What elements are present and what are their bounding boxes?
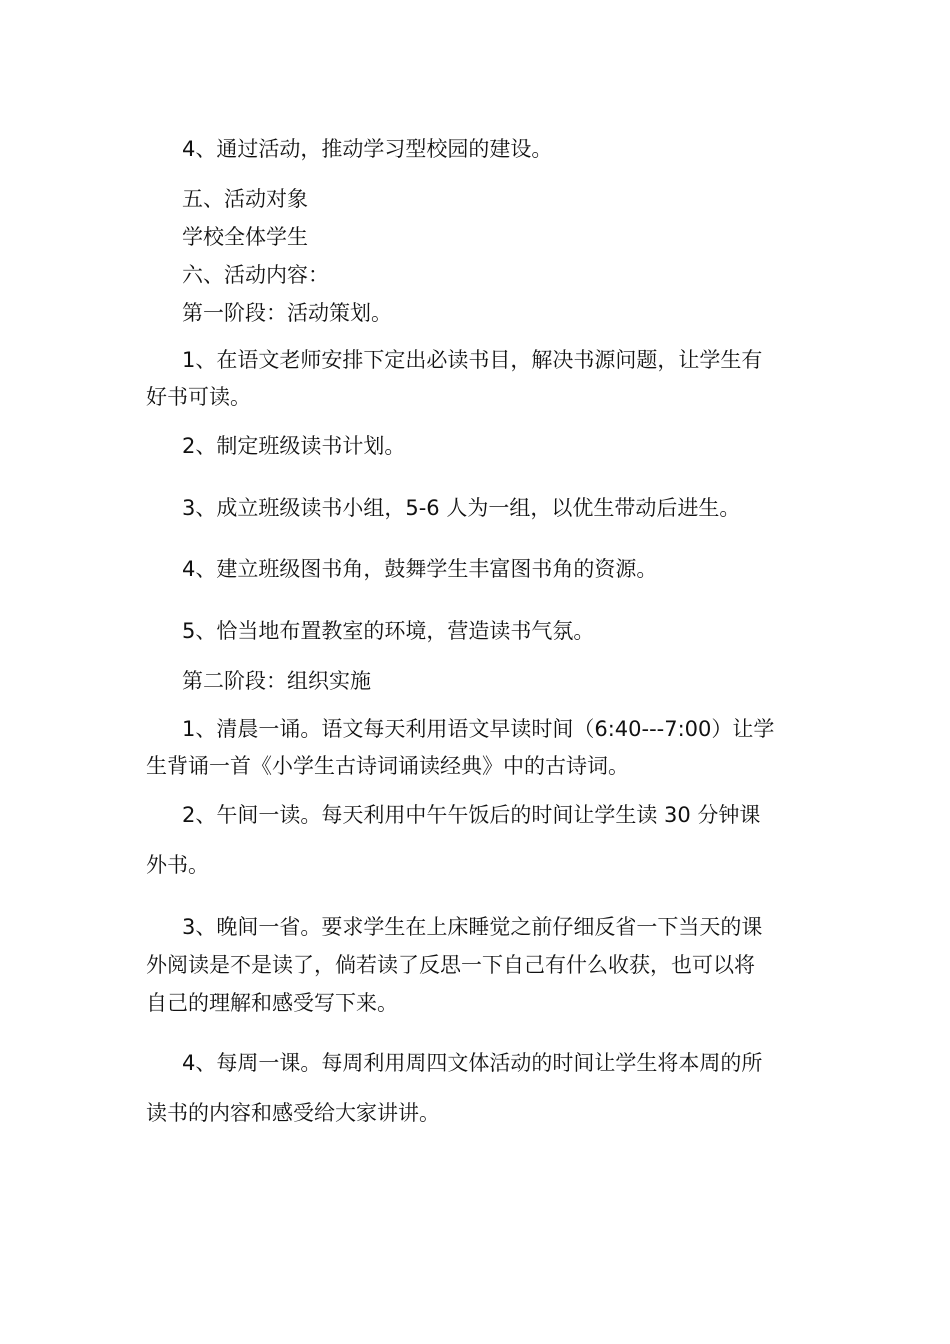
paragraph-stage1-item3: 3、成立班级读书小组，5-6 人为一组，以优生带动后进生。 (182, 496, 741, 520)
paragraph-stage1-item2: 2、制定班级读书计划。 (182, 434, 406, 458)
paragraph-target-students: 学校全体学生 (182, 225, 308, 249)
paragraph-stage2-item4-line1: 4、每周一课。每周利用周四文体活动的时间让学生将本周的所 (182, 1051, 763, 1075)
paragraph-stage2-item3-line2: 外阅读是不是读了，倘若读了反思一下自己有什么收获，也可以将 (146, 953, 755, 977)
paragraph-stage2-item3-line1: 3、晚间一省。要求学生在上床睡觉之前仔细反省一下当天的课 (182, 915, 763, 939)
paragraph-stage2-item4-line2: 读书的内容和感受给大家讲讲。 (146, 1101, 440, 1125)
paragraph-stage2-item1-line2: 生背诵一首《小学生古诗词诵读经典》中的古诗词。 (146, 754, 629, 778)
paragraph-stage1-item1-line2: 好书可读。 (146, 385, 251, 409)
paragraph-stage1-item4: 4、建立班级图书角，鼓舞学生丰富图书角的资源。 (182, 557, 658, 581)
paragraph-stage2-item3-line3: 自己的理解和感受写下来。 (146, 991, 398, 1015)
paragraph-stage2-item1-line1: 1、清晨一诵。语文每天利用语文早读时间（6:40---7:00）让学 (182, 717, 775, 741)
paragraph-stage2-item2-line2: 外书。 (146, 853, 209, 877)
heading-activity-target: 五、活动对象 (182, 187, 308, 211)
paragraph-goal-4: 4、通过活动，推动学习型校园的建设。 (182, 137, 553, 161)
heading-activity-content: 六、活动内容： (182, 263, 329, 287)
heading-stage-two: 第二阶段：组织实施 (182, 669, 371, 693)
heading-stage-one: 第一阶段：活动策划。 (182, 301, 392, 325)
paragraph-stage1-item5: 5、恰当地布置教室的环境，营造读书气氛。 (182, 619, 595, 643)
paragraph-stage2-item2-line1: 2、午间一读。每天利用中午午饭后的时间让学生读 30 分钟课 (182, 803, 761, 827)
paragraph-stage1-item1-line1: 1、在语文老师安排下定出必读书目，解决书源问题，让学生有 (182, 348, 763, 372)
